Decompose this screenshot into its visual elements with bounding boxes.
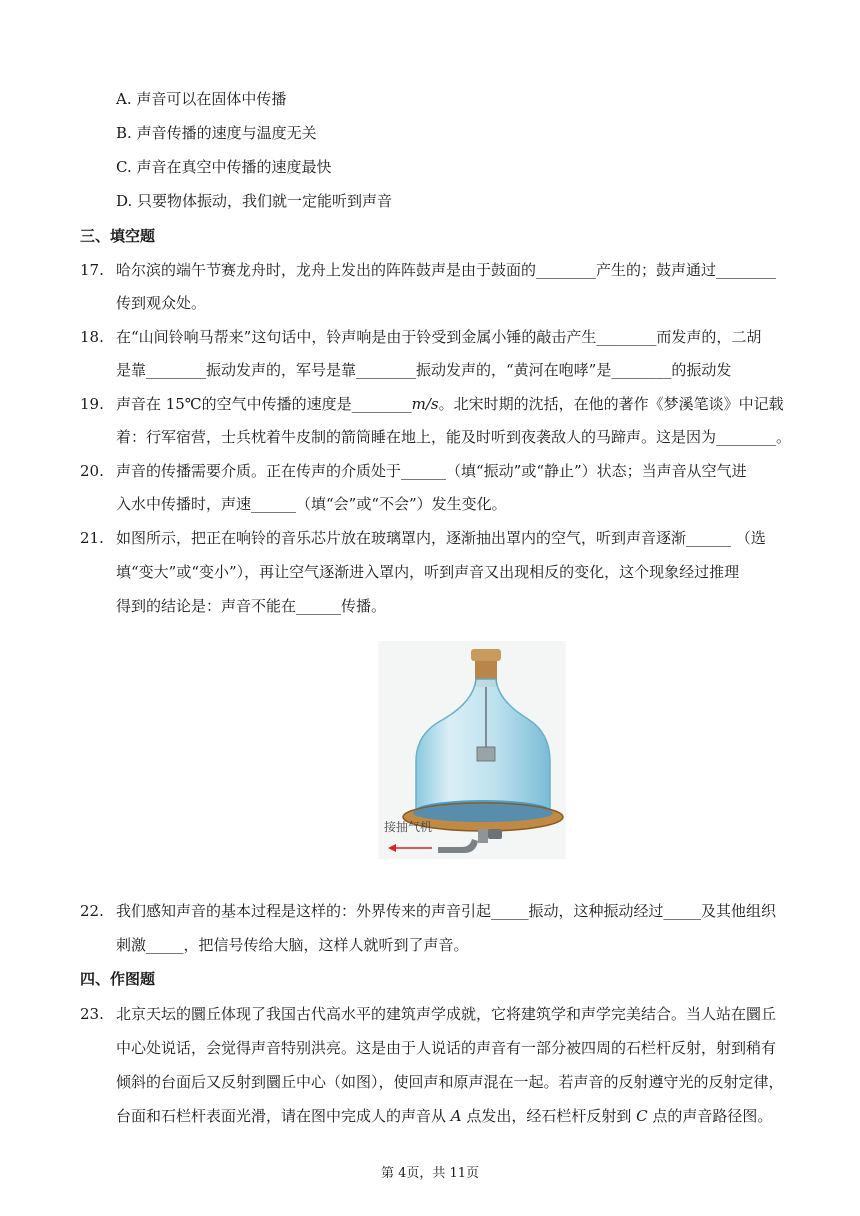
question-text: 声音在 15℃的空气中传播的速度是________ — [116, 395, 412, 413]
question-text: 如图所示，把正在响铃的音乐芯片放在玻璃罩内，逐渐抽出罩内的空气，听到声音逐渐______ （选 — [116, 529, 766, 547]
option-letter: A. — [116, 90, 132, 108]
option-text: 声音可以在固体中传播 — [136, 90, 287, 108]
question-number: 18. — [80, 328, 104, 346]
question-19-line2: 着：行军宿营，士兵枕着牛皮制的箭筒睡在地上，能及时听到夜袭敌人的马蹄声。这是因为________。 — [116, 428, 792, 446]
question-17 — [80, 260, 776, 280]
question-text: 点发出，经石栏杆反射到 — [461, 1107, 637, 1125]
question-20 — [80, 461, 747, 481]
question-22-line2: 刺激_____，把信号传给大脑，这样人就听到了声音。 — [116, 936, 469, 954]
question-text: 台面和石栏杆表面光滑，请在图中完成人的声音从 — [116, 1107, 451, 1125]
option-text: 声音传播的速度与温度无关 — [136, 124, 317, 142]
question-number: 20. — [80, 462, 104, 480]
section-title-drawing: 四、作图题 — [80, 970, 156, 988]
option-d — [116, 191, 392, 211]
option-letter: C. — [116, 158, 132, 176]
question-21 — [80, 528, 766, 548]
question-20-line2: 入水中传播时，声速______（填“会”或“不会”）发生变化。 — [116, 495, 507, 513]
question-text: 声音的传播需要介质。正在传声的介质处于______（填“振动”或“静止”）状态；当声音从空气进 — [116, 462, 747, 480]
question-text: 北京天坛的圜丘体现了我国古代高水平的建筑声学成就，它将建筑学和声学完美结合。当人站在圜丘 — [116, 1005, 777, 1023]
bell-jar-figure — [378, 641, 566, 859]
option-text: 只要物体振动，我们就一定能听到声音 — [137, 192, 393, 210]
question-number: 22. — [80, 902, 104, 920]
figure-label: 接抽气机 — [384, 820, 433, 834]
question-text: 点的声音路径图。 — [647, 1107, 773, 1125]
question-text: 。北宋时期的沈括，在他的著作《梦溪笔谈》中记载 — [438, 395, 784, 413]
option-b — [116, 123, 317, 143]
question-23 — [80, 1004, 776, 1024]
question-17-line2: 传到观众处。 — [116, 294, 207, 312]
option-letter: D. — [116, 192, 133, 210]
pipe — [478, 829, 488, 843]
page-footer: 第 4页，共 11页 — [380, 1166, 480, 1181]
option-letter: B. — [116, 124, 132, 142]
point-a: A — [450, 1107, 462, 1125]
question-number: 21. — [80, 529, 104, 547]
cork — [471, 649, 501, 661]
bell-jar-illustration — [378, 641, 566, 859]
question-number: 23. — [80, 1005, 104, 1023]
question-number: 19. — [80, 395, 104, 413]
question-21-line2: 填“变大”或“变小”），再让空气逐渐进入罩内，听到声音又出现相反的变化，这个现象经过推理 — [116, 563, 740, 581]
question-23-line2: 中心处说话，会觉得声音特别洪亮。这是由于人说话的声音有一部分被四周的石栏杆反射，射到稍有 — [116, 1039, 777, 1057]
question-text: 哈尔滨的端午节赛龙舟时，龙舟上发出的阵阵鼓声是由于鼓面的________产生的；鼓声通过________ — [116, 261, 777, 279]
question-22 — [80, 901, 776, 921]
question-text: 在“山间铃响马帮来”这句话中，铃声响是由于铃受到金属小锤的敲击产生________而发声的，二胡 — [116, 328, 762, 346]
question-23-line4 — [116, 1106, 772, 1126]
point-c: C — [636, 1107, 648, 1125]
section-title-fill-blank: 三、填空题 — [80, 227, 156, 245]
question-23-line3: 倾斜的台面后又反射到圜丘中心（如图），使回声和原声混在一起。若声音的反射遵守光的反射定律， — [116, 1073, 784, 1091]
question-text: 我们感知声音的基本过程是这样的：外界传来的声音引起_____振动，这种振动经过_____及其他组织 — [116, 902, 777, 920]
question-18-line2: 是靠________振动发声的，军号是靠________振动发声的，“黄河在咆哮”是________的振动发 — [116, 361, 732, 379]
valve — [488, 829, 502, 839]
question-number: 17. — [80, 261, 104, 279]
option-a — [116, 89, 286, 109]
music-chip — [477, 747, 495, 761]
question-19 — [80, 394, 784, 414]
question-21-line3: 得到的结论是：声音不能在______传播。 — [116, 597, 387, 615]
option-c — [116, 157, 332, 177]
question-18 — [80, 327, 761, 347]
unit-ms: m/s — [411, 395, 439, 413]
option-text: 声音在真空中传播的速度最快 — [136, 158, 332, 176]
